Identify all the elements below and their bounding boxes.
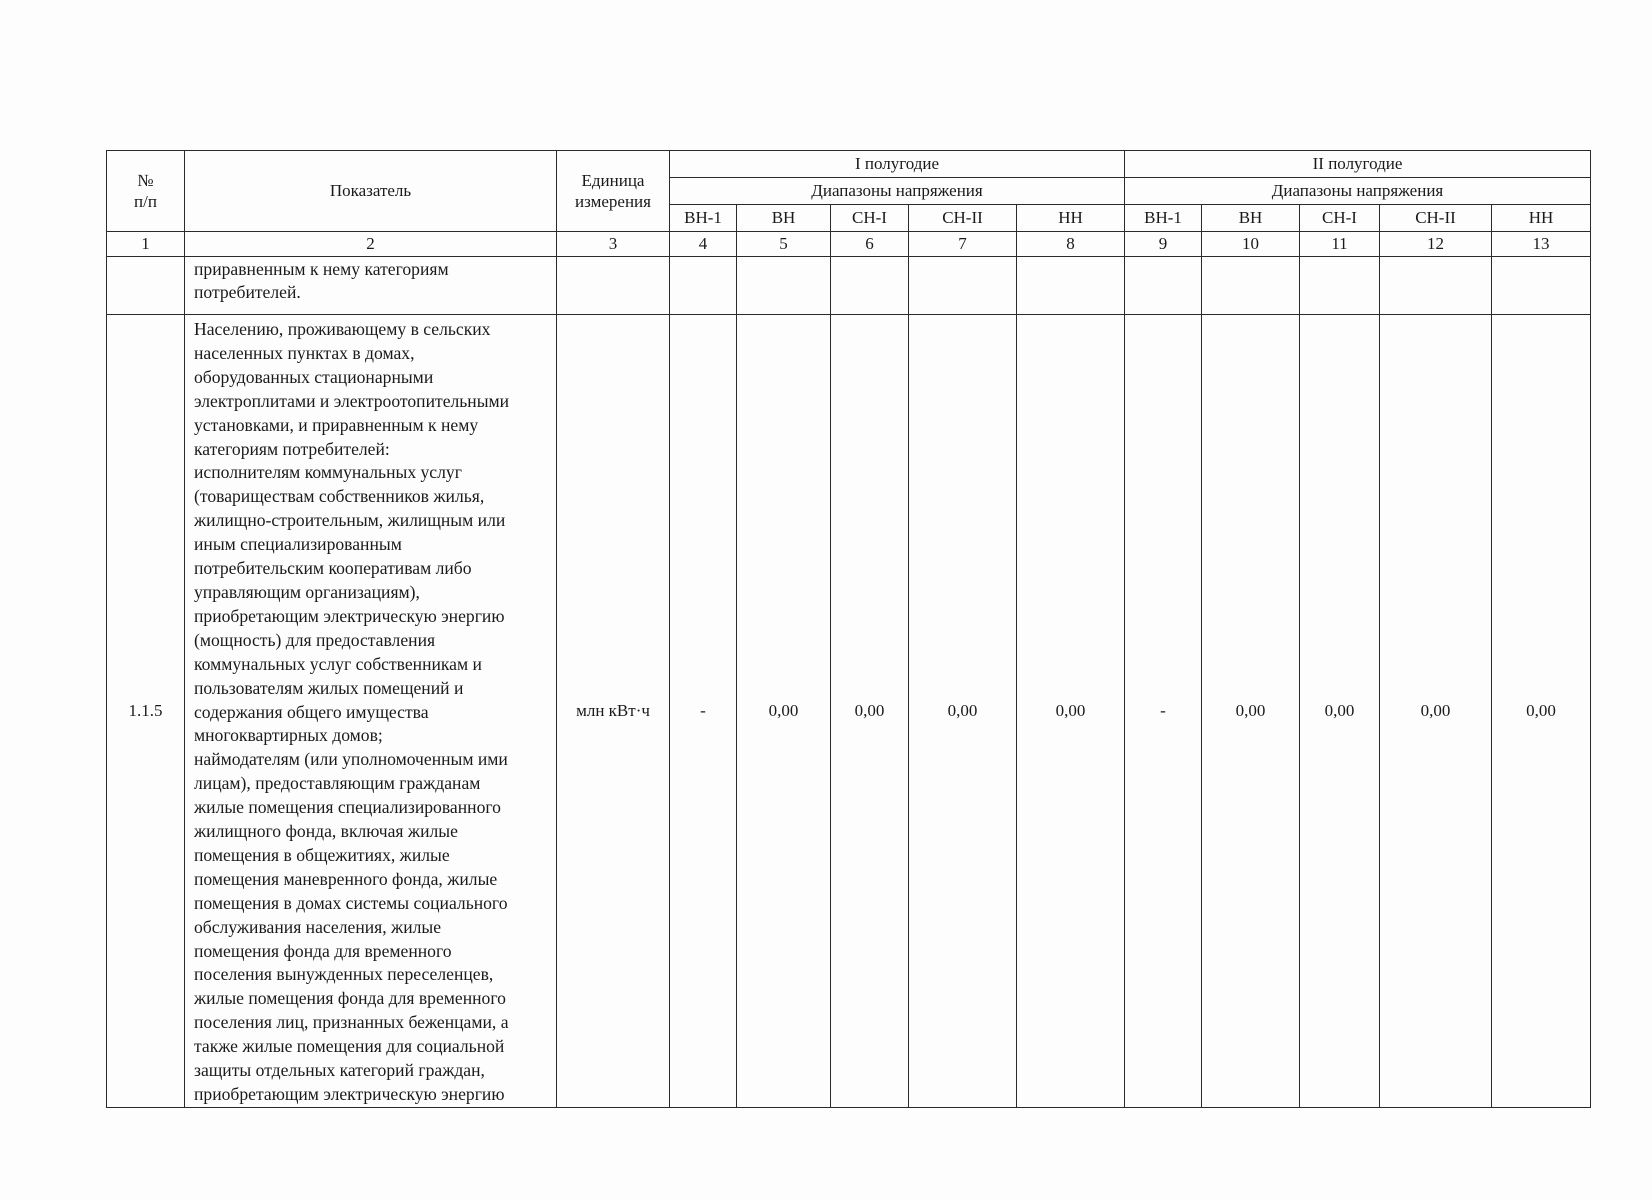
table-row (107, 315, 1591, 1108)
row-value (1202, 257, 1300, 315)
column-number: 7 (909, 232, 1017, 257)
header-level: СН-I (1300, 205, 1380, 232)
table-row (107, 257, 1591, 315)
header-level: СН-II (1380, 205, 1492, 232)
column-number-row (107, 232, 1591, 257)
row-value (909, 257, 1017, 315)
row-value: 0,00 (1380, 315, 1492, 1108)
row-value (1380, 257, 1492, 315)
column-number: 11 (1300, 232, 1380, 257)
header-half-2: II полугодие (1125, 151, 1591, 178)
header-voltage-ranges-2: Диапазоны напряжения (1125, 178, 1591, 205)
column-number: 12 (1380, 232, 1492, 257)
column-number: 2 (185, 232, 557, 257)
row-num: 1.1.5 (107, 315, 185, 1108)
row-value: - (670, 315, 737, 1108)
row-value (1492, 257, 1591, 315)
column-number: 4 (670, 232, 737, 257)
row-value (831, 257, 909, 315)
row-value (670, 257, 737, 315)
header-level: ВН-1 (1125, 205, 1202, 232)
header-level: НН (1017, 205, 1125, 232)
header-num: № п/п (107, 151, 185, 232)
row-value (1017, 257, 1125, 315)
column-number: 9 (1125, 232, 1202, 257)
row-value: 0,00 (737, 315, 831, 1108)
header-level: ВН-1 (670, 205, 737, 232)
column-number: 6 (831, 232, 909, 257)
header-level: СН-I (831, 205, 909, 232)
row-value: 0,00 (1300, 315, 1380, 1108)
row-num (107, 257, 185, 315)
header-level: СН-II (909, 205, 1017, 232)
row-unit: млн кВт·ч (557, 315, 670, 1108)
row-indicator: приравненным к нему категориям потребителей. (185, 257, 557, 315)
column-number: 5 (737, 232, 831, 257)
row-value (1125, 257, 1202, 315)
row-value: 0,00 (1492, 315, 1591, 1108)
row-value (737, 257, 831, 315)
header-half-1: I полугодие (670, 151, 1125, 178)
header-indicator: Показатель (185, 151, 557, 232)
header-row-1 (107, 151, 1591, 178)
row-value: 0,00 (1202, 315, 1300, 1108)
column-number: 8 (1017, 232, 1125, 257)
row-unit (557, 257, 670, 315)
row-value: 0,00 (831, 315, 909, 1108)
header-unit: Единица измерения (557, 151, 670, 232)
header-level: ВН (1202, 205, 1300, 232)
column-number: 1 (107, 232, 185, 257)
row-indicator: Населению, проживающему в сельских населенных пунктах в домах, оборудованных стационарными электроплитами и электроотопительными установками, и приравненным к нему категориям потребителей: исполнителям коммунальных услуг (товариществам собственников жилья, жилищно-строительным, жилищным или иным специализированным потребительским кооперативам либо управляющим организациям), приобретающим электрическую энергию (мощность) для предоставления коммунальных услуг собственникам и пользователям жилых помещений и содержания общего имущества многоквартирных домов; наймодателям (или уполномоченным ими лицам), предоставляющим гражданам жилые помещения специализированного жилищного фонда, включая жилые помещения в общежитиях, жилые помещения маневренного фонда, жилые помещения в домах системы социального обслуживания населения, жилые помещения фонда для временного поселения вынужденных переселенцев, жилые помещения фонда для временного поселения лиц, признанных беженцами, а также жилые помещения для социальной защиты отдельных категорий граждан, приобретающим электрическую энергию (185, 315, 557, 1108)
column-number: 10 (1202, 232, 1300, 257)
column-number: 3 (557, 232, 670, 257)
header-level: НН (1492, 205, 1591, 232)
row-value: 0,00 (1017, 315, 1125, 1108)
row-value: 0,00 (909, 315, 1017, 1108)
column-number: 13 (1492, 232, 1591, 257)
row-value (1300, 257, 1380, 315)
row-value: - (1125, 315, 1202, 1108)
header-level: ВН (737, 205, 831, 232)
header-voltage-ranges-1: Диапазоны напряжения (670, 178, 1125, 205)
tariff-table (106, 150, 1591, 1108)
